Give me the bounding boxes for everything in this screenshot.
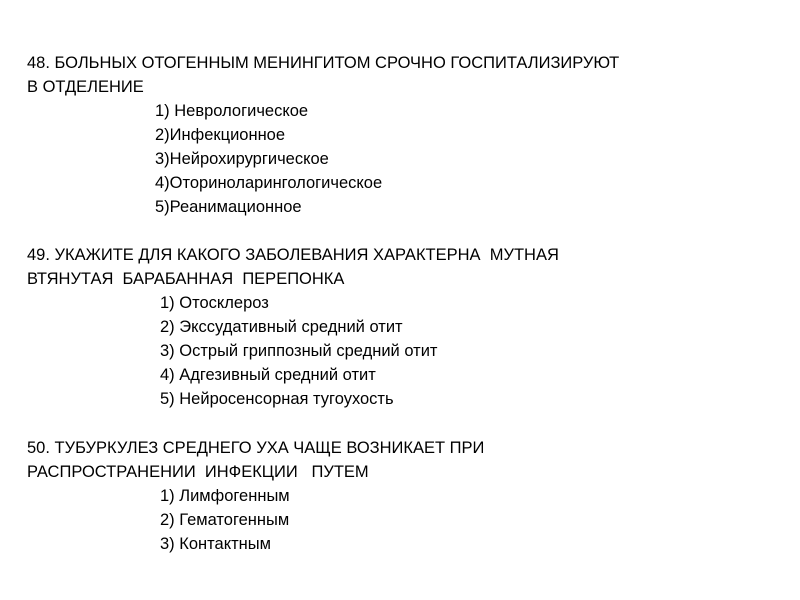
question-49-option-2: 2) Экссудативный средний отит [160, 318, 403, 336]
question-49-option-5: 5) Нейросенсорная тугоухость [160, 390, 394, 408]
question-49-option-3: 3) Острый гриппозный средний отит [160, 342, 438, 360]
question-49-heading-line-1: 49. УКАЖИТЕ ДЛЯ КАКОГО ЗАБОЛЕВАНИЯ ХАРАКТЕРНА МУТНАЯ [27, 246, 559, 264]
question-50-option-1: 1) Лимфогенным [160, 487, 290, 505]
question-49-option-1: 1) Отосклероз [160, 294, 269, 312]
question-50-heading-line-1: 50. ТУБУРКУЛЕЗ СРЕДНЕГО УХА ЧАЩЕ ВОЗНИКАЕТ ПРИ [27, 439, 485, 457]
question-48-option-3: 3)Нейрохирургическое [155, 150, 329, 168]
question-48-option-5: 5)Реанимационное [155, 198, 302, 216]
question-49-heading-line-2: ВТЯНУТАЯ БАРАБАННАЯ ПЕРЕПОНКА [27, 270, 345, 288]
question-48-option-1: 1) Неврологическое [155, 102, 309, 120]
question-50-option-3: 3) Контактным [160, 535, 271, 553]
question-48-option-2: 2)Инфекционное [155, 126, 286, 144]
question-50-option-2: 2) Гематогенным [160, 511, 290, 529]
question-48-heading-line-1: 48. БОЛЬНЫХ ОТОГЕННЫМ МЕНИНГИТОМ СРОЧНО ГОСПИТАЛИЗИРУЮТ [27, 54, 620, 72]
question-48-option-4: 4)Оториноларингологическое [155, 174, 383, 192]
question-50-heading-line-2: РАСПРОСТРАНЕНИИ ИНФЕКЦИИ ПУТЕМ [27, 463, 369, 481]
question-48-heading-line-2: В ОТДЕЛЕНИЕ [27, 78, 144, 96]
question-49-option-4: 4) Адгезивный средний отит [160, 366, 376, 384]
